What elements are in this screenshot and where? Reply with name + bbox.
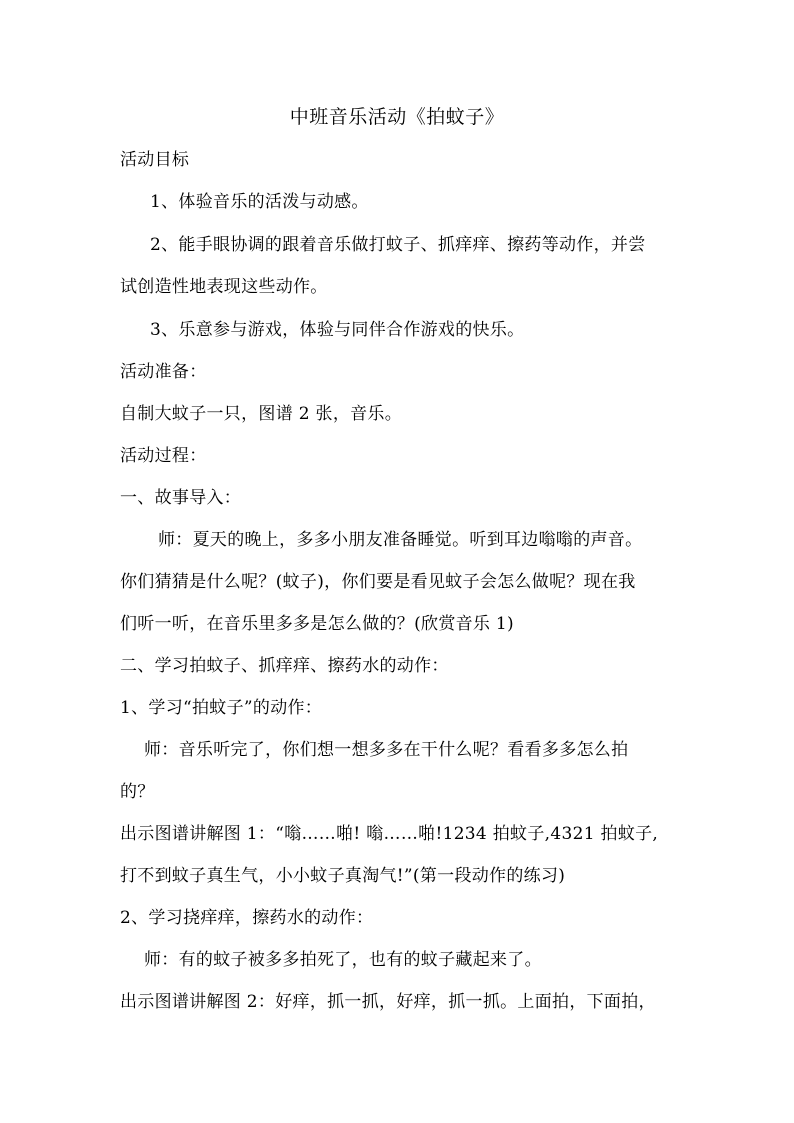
process-step-2-heading: 二、学习拍蚊子、抓痒痒、擦药水的动作：: [120, 656, 449, 676]
section-heading-process: 活动过程：: [120, 446, 207, 466]
paragraph-line: 出示图谱讲解图 2：好痒，抓一抓，好痒，抓一抓。上面拍，下面拍，: [120, 992, 656, 1012]
paragraph-line: 师：音乐听完了，你们想一想多多在干什么呢？看看多多怎么拍: [144, 740, 629, 760]
goal-item-1: 1、体验音乐的活泼与动感。: [150, 192, 369, 212]
paragraph-line: 师：夏天的晚上，多多小朋友准备睡觉。听到耳边嗡嗡的声音。: [158, 530, 643, 550]
process-step-1-heading: 一、故事导入：: [120, 488, 242, 508]
subsection-heading-1: 1、学习“拍蚊子”的动作：: [120, 698, 323, 718]
section-heading-preparation: 活动准备：: [120, 362, 207, 382]
document-title: 中班音乐活动《拍蚊子》: [289, 106, 505, 128]
paragraph-line: 打不到蚊子真生气，小小蚊子真淘气!”(第一段动作的练习): [120, 866, 566, 886]
goal-item-3: 3、乐意参与游戏，体验与同伴合作游戏的快乐。: [150, 320, 525, 340]
preparation-text: 自制大蚊子一只，图谱 2 张，音乐。: [120, 404, 403, 424]
section-heading-goals: 活动目标: [120, 150, 190, 170]
paragraph-line: 的？: [120, 782, 155, 802]
paragraph-line: 们听一听，在音乐里多多是怎么做的？(欣赏音乐 1): [120, 614, 514, 634]
paragraph-line: 师：有的蚊子被多多拍死了，也有的蚊子藏起来了。: [144, 950, 542, 970]
paragraph-line: 出示图谱讲解图 1：“嗡……啪! 嗡……啪!1234 拍蚊子,4321 拍蚊子,: [120, 824, 659, 844]
paragraph-line: 你们猜猜是什么呢？(蚊子)，你们要是看见蚊子会怎么做呢？现在我: [120, 572, 636, 592]
goal-item-2: 2、能手眼协调的跟着音乐做打蚊子、抓痒痒、擦药等动作，并尝: [150, 235, 646, 255]
subsection-heading-2: 2、学习挠痒痒，擦药水的动作：: [120, 908, 374, 928]
goal-item-2-continued: 试创造性地表现这些动作。: [120, 277, 328, 297]
